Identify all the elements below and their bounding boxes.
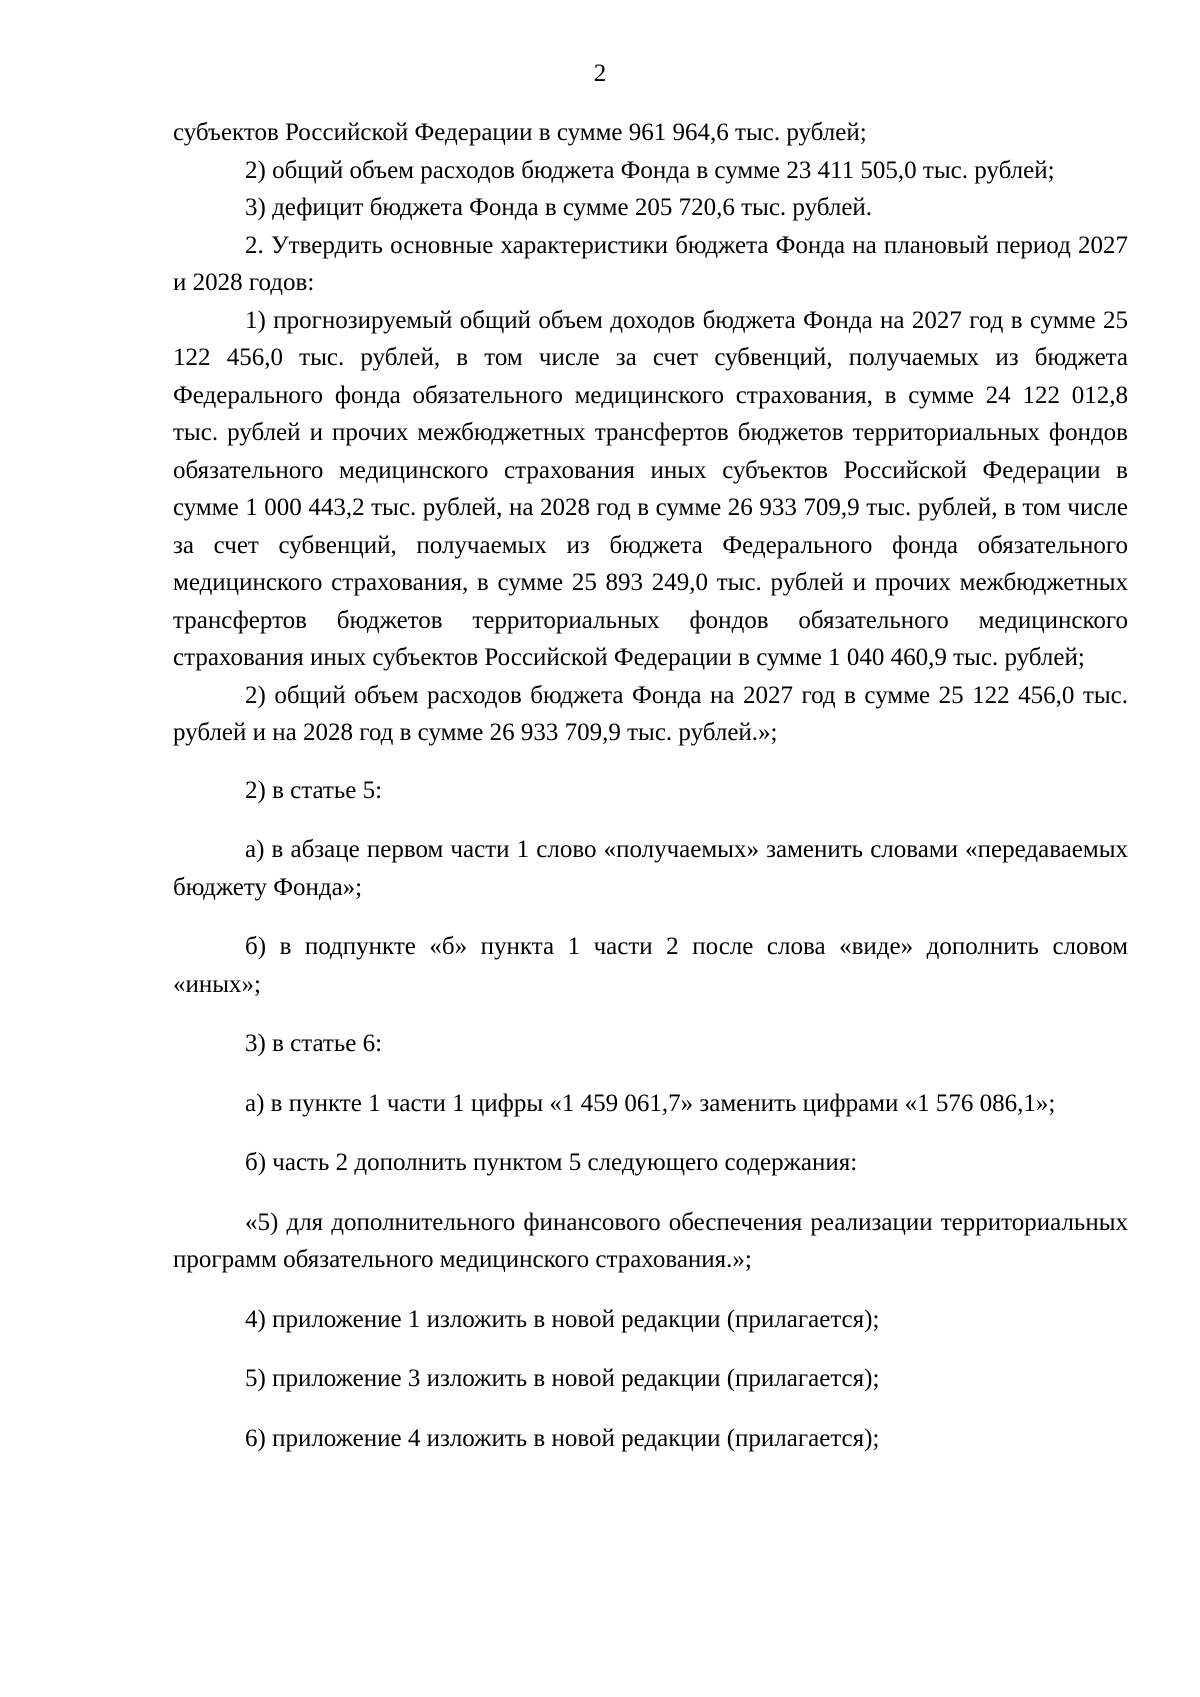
- paragraph: 6) приложение 4 изложить в новой редакции (прилагается);: [245, 1424, 880, 1452]
- paragraph: 2) общий объем расходов бюджета Фонда на 2027 год в сумме 25 122 456,0 тыс. рублей и на 2028 год в сумме 26 933 709,9 тыс. рублей.»;: [173, 681, 1128, 746]
- paragraph: 1) прогнозируемый общий объем доходов бюджета Фонда на 2027 год в сумме 25 122 456,0 тыс. рублей, в том числе за счет субвенций, получаемых из бюджета Федерального фонда обязательного медицинского страхования, в сумме 24 122 012,8 тыс. рублей и прочих межбюджетных трансфертов бюджетов территориальных фондов обязательного медицинского страхования иных субъектов Российской Федерации в сумме 1 000 443,2 тыс. рублей, на 2028 год в сумме 26 933 709,9 тыс. рублей, в том числе за счет субвенций, получаемых из бюджета Федерального фонда обязательного медицинского страхования, в сумме 25 893 249,0 тыс. рублей и прочих межбюджетных трансфертов бюджетов территориальных фондов обязательного медицинского страхования иных субъектов Российской Федерации в сумме 1 040 460,9 тыс. рублей;: [173, 306, 1128, 671]
- paragraph: 3) дефицит бюджета Фонда в сумме 205 720,6 тыс. рублей.: [245, 194, 873, 221]
- paragraph: б) часть 2 дополнить пунктом 5 следующего содержания:: [245, 1149, 858, 1176]
- paragraph: б) в подпункте «б» пункта 1 части 2 после слова «виде» дополнить словом «иных»;: [173, 933, 1128, 998]
- paragraph: 5) приложение 3 изложить в новой редакции (прилагается);: [245, 1365, 880, 1392]
- paragraph: субъектов Российской Федерации в сумме 961 964,6 тыс. рублей;: [173, 119, 867, 146]
- paragraph: 2) общий объем расходов бюджета Фонда в сумме 23 411 505,0 тыс. рублей;: [245, 156, 1055, 184]
- paragraph: 4) приложение 1 изложить в новой редакции (прилагается);: [245, 1305, 880, 1333]
- paragraph: 2) в статье 5:: [245, 776, 383, 804]
- paragraph: а) в пункте 1 части 1 цифры «1 459 061,7» заменить цифрами «1 576 086,1»;: [245, 1089, 1056, 1117]
- paragraph: «5) для дополнительного финансового обеспечения реализации территориальных программ обязательного медицинского страхования.»;: [173, 1208, 1128, 1273]
- paragraph: 3) в статье 6:: [245, 1030, 383, 1057]
- paragraph: а) в абзаце первом части 1 слово «получаемых» заменить словами «передаваемых бюджету Фонда»;: [173, 836, 1128, 901]
- document-body: [173, 114, 1128, 1457]
- page-number: 2: [593, 60, 607, 87]
- paragraph: 2. Утвердить основные характеристики бюджета Фонда на плановый период 2027 и 2028 годов:: [173, 231, 1128, 296]
